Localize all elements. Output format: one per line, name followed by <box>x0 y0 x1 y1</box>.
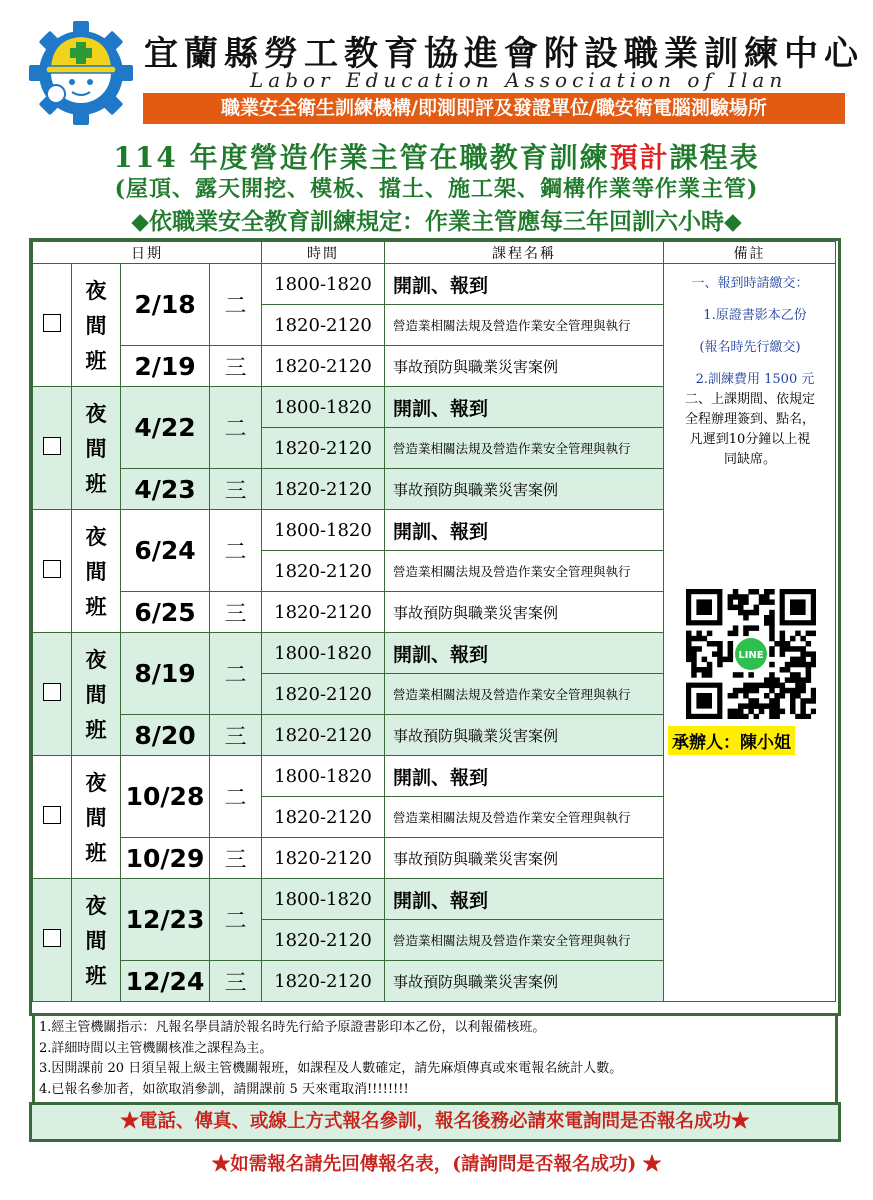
session-time: 1820-2120 <box>262 838 385 879</box>
bottom-note: ★如需報名請先回傳報名表，(請詢問是否報名成功) ★ <box>211 1154 662 1175</box>
session-time: 1820-2120 <box>262 469 385 510</box>
checkbox[interactable] <box>43 929 61 947</box>
date-second: 12/24 <box>121 961 210 1002</box>
course-name: 營造業相關法規及營造作業安全管理與執行 <box>385 674 664 715</box>
course-name: 開訓、報到 <box>385 264 664 305</box>
course-name: 開訓、報到 <box>385 756 664 797</box>
class-char: 間 <box>85 681 107 707</box>
class-char: 班 <box>85 962 107 988</box>
class-type <box>72 756 121 879</box>
class-char: 夜 <box>85 277 107 303</box>
course-name: 事故預防與職業災害案例 <box>385 469 664 510</box>
session-checkbox-cell[interactable] <box>33 879 72 1002</box>
class-char: 班 <box>85 593 107 619</box>
class-char: 夜 <box>85 646 107 672</box>
header-course: 課程名稱 <box>385 242 664 264</box>
session-time: 1800-1820 <box>262 633 385 674</box>
logo-gear-icon <box>26 18 136 128</box>
regulation-line: ◆依職業安全教育訓練規定：作業主管應每三年回訓六小時◆ <box>131 209 742 235</box>
date-first: 8/19 <box>121 633 210 715</box>
footnote-item: 1.經主管機關指示：凡報名學員請於報名時先行給予原證書影印本乙份，以利報備核班。 <box>39 1020 546 1035</box>
checkbox[interactable] <box>43 806 61 824</box>
date-second: 8/20 <box>121 715 210 756</box>
class-char: 間 <box>85 804 107 830</box>
contact-person: 承辦人：陳小姐 <box>668 726 795 755</box>
class-type <box>72 879 121 1002</box>
footnote-item: 3.因開課前 20 日須呈報上級主管機關報班，如課程及人數確定，請先麻煩傳真或來電報名統計人數。 <box>39 1061 623 1076</box>
date-first: 6/24 <box>121 510 210 592</box>
course-name: 開訓、報到 <box>385 633 664 674</box>
title-part-a: 114 年度營造作業主管在職教育訓練 <box>113 141 610 174</box>
date-second: 2/19 <box>121 346 210 387</box>
org-name-en: Labor Education Association of Ilan <box>250 68 788 92</box>
checkbox[interactable] <box>43 314 61 332</box>
weekday-first: 二 <box>210 264 262 346</box>
checkbox[interactable] <box>43 683 61 701</box>
session-checkbox-cell[interactable] <box>33 264 72 387</box>
weekday-first: 二 <box>210 756 262 838</box>
weekday-first: 二 <box>210 387 262 469</box>
course-name: 營造業相關法規及營造作業安全管理與執行 <box>385 920 664 961</box>
date-second: 10/29 <box>121 838 210 879</box>
session-time: 1820-2120 <box>262 592 385 633</box>
date-first: 4/22 <box>121 387 210 469</box>
header <box>0 0 873 140</box>
course-name: 事故預防與職業災害案例 <box>385 961 664 1002</box>
footnote-item: 4.已報名參加者，如欲取消參訓，請開課前 5 天來電取消!!!!!!!! <box>39 1081 409 1097</box>
note-line: 同缺席。 <box>723 452 776 467</box>
class-type <box>72 633 121 756</box>
class-type <box>72 387 121 510</box>
note-line: 一、報到時請繳交： <box>691 276 809 291</box>
course-name: 營造業相關法規及營造作業安全管理與執行 <box>385 551 664 592</box>
session-time: 1820-2120 <box>262 428 385 469</box>
class-char: 夜 <box>85 523 107 549</box>
session-time: 1820-2120 <box>262 551 385 592</box>
note-line: 二、上課期間、依規定 <box>684 392 815 407</box>
course-name: 開訓、報到 <box>385 387 664 428</box>
weekday-second: 三 <box>210 592 262 633</box>
date-second: 6/25 <box>121 592 210 633</box>
page-subtitle: (屋頂、露天開挖、模板、擋土、施工架、鋼構作業等作業主管) <box>114 176 759 202</box>
weekday-first: 二 <box>210 510 262 592</box>
session-time: 1800-1820 <box>262 879 385 920</box>
class-char: 夜 <box>85 769 107 795</box>
line-badge: LINE <box>738 650 764 661</box>
session-time: 1820-2120 <box>262 305 385 346</box>
session-time: 1800-1820 <box>262 756 385 797</box>
course-name: 營造業相關法規及營造作業安全管理與執行 <box>385 428 664 469</box>
org-name: 宜蘭縣勞工教育協進會附設職業訓練中心 <box>144 34 864 74</box>
header-note: 備註 <box>664 242 836 264</box>
note-line: 全程辦理簽到、點名， <box>684 412 815 427</box>
session-time: 1820-2120 <box>262 346 385 387</box>
session-time: 1800-1820 <box>262 387 385 428</box>
session-checkbox-cell[interactable] <box>33 387 72 510</box>
session-time: 1820-2120 <box>262 920 385 961</box>
course-name: 開訓、報到 <box>385 510 664 551</box>
class-char: 班 <box>85 470 107 496</box>
class-char: 班 <box>85 839 107 865</box>
registration-banner: ★電話、傳真、或線上方式報名參訓，報名後務必請來電詢問是否報名成功★ <box>29 1102 841 1142</box>
header-date: 日期 <box>33 242 262 264</box>
footnote-item: 2.詳細時間以主管機關核准之課程為主。 <box>39 1040 273 1056</box>
weekday-first: 二 <box>210 879 262 961</box>
footnotes <box>32 1016 838 1102</box>
course-name: 營造業相關法規及營造作業安全管理與執行 <box>385 797 664 838</box>
date-first: 12/23 <box>121 879 210 961</box>
session-time: 1820-2120 <box>262 715 385 756</box>
note-line: (報名時先行繳交) <box>699 340 801 355</box>
course-name: 營造業相關法規及營造作業安全管理與執行 <box>385 305 664 346</box>
title-part-b: 課程表 <box>669 141 760 174</box>
class-char: 間 <box>85 927 107 953</box>
class-char: 夜 <box>85 400 107 426</box>
weekday-first: 二 <box>210 633 262 715</box>
weekday-second: 三 <box>210 715 262 756</box>
notes-cell <box>664 264 836 1002</box>
notes <box>664 264 832 470</box>
class-char: 班 <box>85 716 107 742</box>
table-header-row <box>33 242 836 264</box>
org-description: 職業安全衛生訓練機構/即測即評及發證單位/職安衛電腦測驗場所 <box>143 93 845 124</box>
course-name: 開訓、報到 <box>385 879 664 920</box>
course-name: 事故預防與職業災害案例 <box>385 592 664 633</box>
session-time: 1800-1820 <box>262 510 385 551</box>
header-time: 時間 <box>262 242 385 264</box>
date-first: 10/28 <box>121 756 210 838</box>
session-time: 1820-2120 <box>262 961 385 1002</box>
session-time: 1800-1820 <box>262 264 385 305</box>
class-type <box>72 510 121 633</box>
class-char: 間 <box>85 312 107 338</box>
session-checkbox-cell[interactable] <box>33 633 72 756</box>
weekday-second: 三 <box>210 346 262 387</box>
weekday-second: 三 <box>210 961 262 1002</box>
date-first: 2/18 <box>121 264 210 346</box>
class-char: 夜 <box>85 892 107 918</box>
date-second: 4/23 <box>121 469 210 510</box>
course-name: 事故預防與職業災害案例 <box>385 838 664 879</box>
class-char: 班 <box>85 347 107 373</box>
course-name: 事故預防與職業災害案例 <box>385 715 664 756</box>
class-char: 間 <box>85 435 107 461</box>
class-type <box>72 264 121 387</box>
session-time: 1820-2120 <box>262 797 385 838</box>
title-highlight: 預計 <box>609 141 670 174</box>
weekday-second: 三 <box>210 469 262 510</box>
checkbox[interactable] <box>43 560 61 578</box>
weekday-second: 三 <box>210 838 262 879</box>
note-line: 2.訓練費用 1500 元 <box>695 372 815 387</box>
course-name: 事故預防與職業災害案例 <box>385 346 664 387</box>
class-char: 間 <box>85 558 107 584</box>
table-row <box>33 264 836 305</box>
session-checkbox-cell[interactable] <box>33 756 72 879</box>
line-qr-code[interactable] <box>686 589 816 719</box>
session-checkbox-cell[interactable] <box>33 510 72 633</box>
schedule-table <box>32 241 836 1002</box>
checkbox[interactable] <box>43 437 61 455</box>
note-line: 1.原證書影本乙份 <box>703 308 807 323</box>
session-time: 1820-2120 <box>262 674 385 715</box>
page-title <box>0 136 873 176</box>
note-line: 凡遲到10分鐘以上視 <box>689 432 811 447</box>
